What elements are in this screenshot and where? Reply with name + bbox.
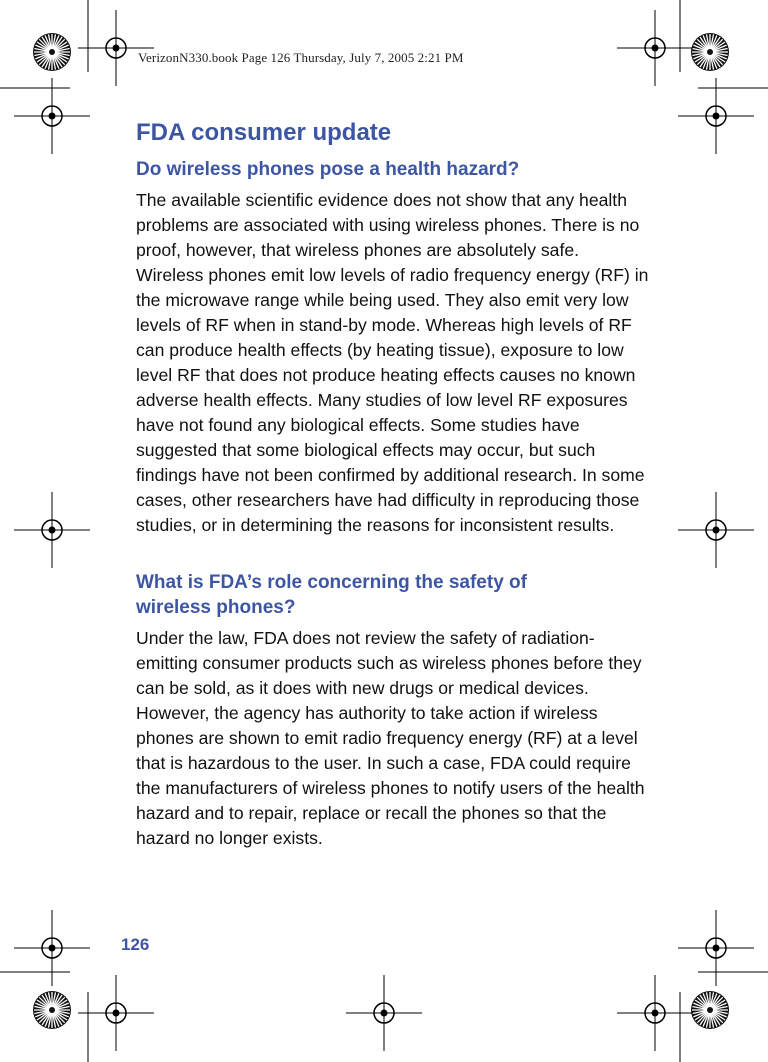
star-target-icon bbox=[33, 991, 71, 1029]
registration-mark-icon bbox=[678, 78, 754, 154]
registration-mark-icon bbox=[14, 492, 90, 568]
section-body-health-hazard: The available scientific evidence does not show that any health problems are associated with using wireless phones. There is no proof, however, that wireless phones are absolutely safe. Wireless phones emit low levels of radio frequency energy (RF) in the microwave range while being used. They also emit very low levels of RF when in stand-by mode. Whereas high levels of RF can produce health effects (by heating tissue), exposure to low level RF that does not produce heating effects causes no known adverse health effects. Many studies of low level RF exposures have not found any biological effects. Some studies have suggested that some biological effects may occur, but such findings have not been confirmed by additional research. In some cases, other researchers have had difficulty in reproducing those studies, or in determining the reasons for inconsistent results. bbox=[136, 190, 649, 535]
registration-mark-icon bbox=[678, 910, 754, 986]
section-body-fda-role: Under the law, FDA does not review the safety of radiation-emitting consumer products such as wireless phones before they can be sold, as it does with new drugs or medical devices. However, the agency has authority to take action if wireless phones are shown to emit radio frequency energy (RF) at a level that is hazardous to the user. In such a case, FDA could require the manufacturers of wireless phones to notify users of the health hazard and to repair, replace or recall the phones so that the hazard no longer exists. bbox=[136, 628, 645, 848]
print-slug: VerizonN330.book Page 126 Thursday, July 7, 2005 2:21 PM bbox=[138, 50, 464, 65]
page-number: 126 bbox=[121, 935, 150, 954]
registration-mark-icon bbox=[14, 78, 90, 154]
page-title: FDA consumer update bbox=[136, 119, 392, 146]
star-target-icon bbox=[691, 991, 729, 1029]
star-target-icon bbox=[691, 33, 729, 71]
registration-mark-icon bbox=[78, 10, 154, 86]
section-heading-health-hazard: Do wireless phones pose a health hazard? bbox=[136, 159, 520, 180]
registration-mark-icon bbox=[14, 910, 90, 986]
registration-mark-icon bbox=[346, 975, 422, 1051]
registration-mark-icon bbox=[617, 975, 693, 1051]
star-target-icon bbox=[33, 33, 71, 71]
registration-mark-icon bbox=[78, 975, 154, 1051]
section-heading-fda-role: What is FDA’s role concerning the safety of wireless phones? bbox=[136, 572, 527, 618]
registration-mark-icon bbox=[678, 492, 754, 568]
registration-mark-icon bbox=[617, 10, 693, 86]
